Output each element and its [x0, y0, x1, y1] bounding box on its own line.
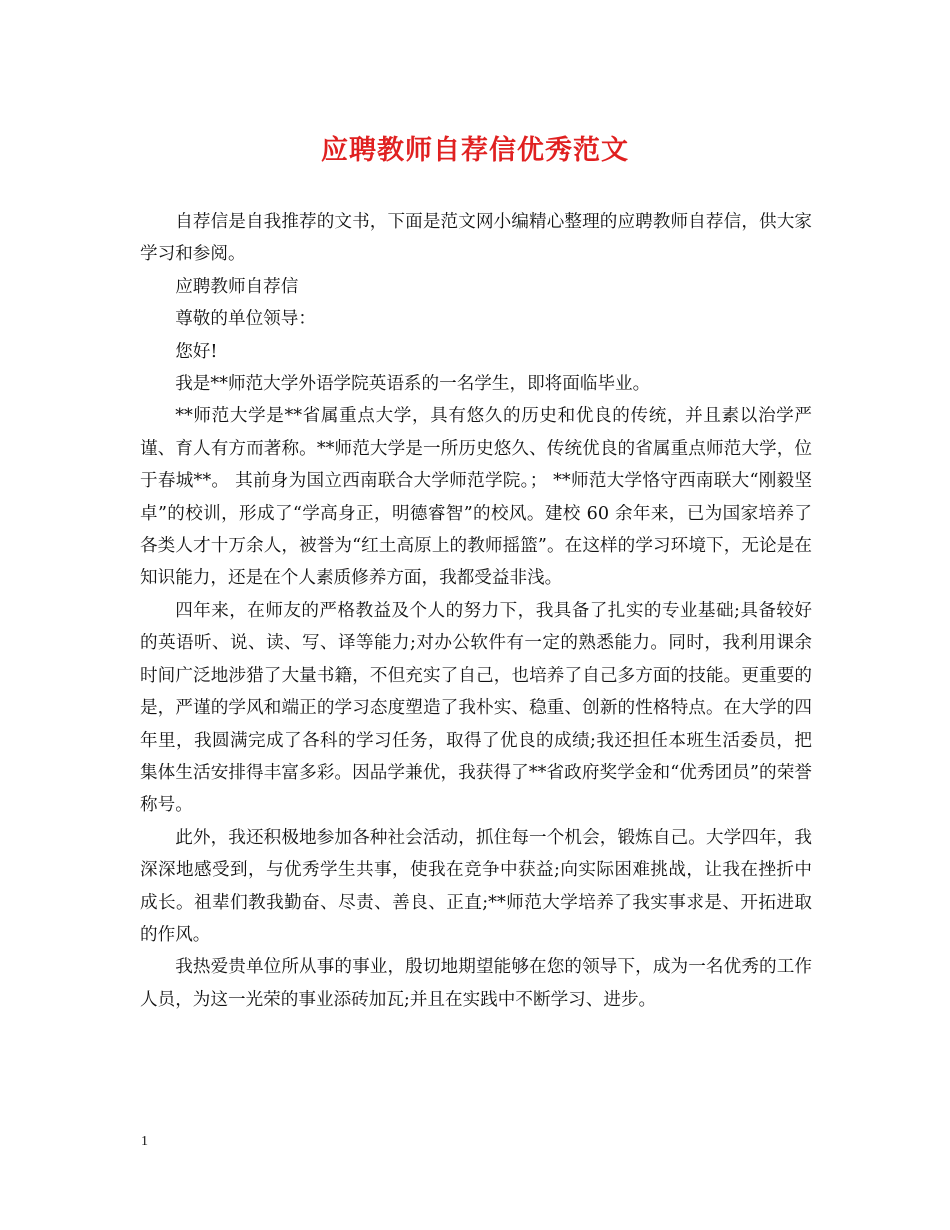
paragraph-self-introduction: 我是**师范大学外语学院英语系的一名学生，即将面临毕业。	[175, 374, 651, 395]
document-body	[140, 206, 812, 1016]
paragraph-aspiration: 我热爱贵单位所从事的事业，殷切地期望能够在您的领导下，成为一名优秀的工作人员，为这一光荣的事业添砖加瓦;并且在实践中不断学习、进步。	[140, 957, 812, 1010]
paragraph-activities: 此外，我还积极地参加各种社会活动，抓住每一个机会，锻炼自己。大学四年，我深深地感受到，与优秀学生共事，使我在竞争中获益;向实际困难挑战，让我在挫折中成长。祖辈们教我勤奋、尽责、善良、正直;**师范大学培养了我实事求是、开拓进取的作风。	[140, 827, 812, 945]
page-number: 1	[141, 1134, 148, 1149]
paragraph-salutation: 尊敬的单位领导：	[175, 309, 316, 330]
paragraph-abilities: 四年来，在师友的严格教益及个人的努力下，我具备了扎实的专业基础;具备较好的英语听、说、读、写、译等能力;对办公软件有一定的熟悉能力。同时，我利用课余时间广泛地涉猎了大量书籍，不但充实了自己，也培养了自己多方面的技能。更重要的是，严谨的学风和端正的学习态度塑造了我朴实、稳重、创新的性格特点。在大学的四年里，我圆满完成了各科的学习任务，取得了优良的成绩;我还担任本班生活委员，把集体生活安排得丰富多彩。因品学兼优，我获得了**省政府奖学金和“优秀团员”的荣誉称号。	[140, 600, 812, 816]
paragraph-greeting: 您好!	[175, 341, 218, 362]
paragraph-letter-heading: 应聘教师自荐信	[175, 276, 299, 297]
document-title: 应聘教师自荐信优秀范文	[321, 135, 629, 166]
paragraph-intro: 自荐信是自我推荐的文书，下面是范文网小编精心整理的应聘教师自荐信，供大家学习和参阅。	[140, 212, 812, 265]
paragraph-university: **师范大学是**省属重点大学，具有悠久的历史和优良的传统，并且素以治学严谨、育人有方而著称。**师范大学是一所历史悠久、传统优良的省属重点师范大学，位于春城**。 其前身为国立西南联合大学师范学院。； **师范大学恪守西南联大“刚毅坚卓”的校训，形成了“学高身正，明德睿智”的校风。建校 60 余年来，已为国家培养了各类人才十万余人，被誉为“红土高原上的教师摇篮”。在这样的学习环境下，无论是在知识能力，还是在个人素质修养方面，我都受益非浅。	[140, 406, 812, 589]
